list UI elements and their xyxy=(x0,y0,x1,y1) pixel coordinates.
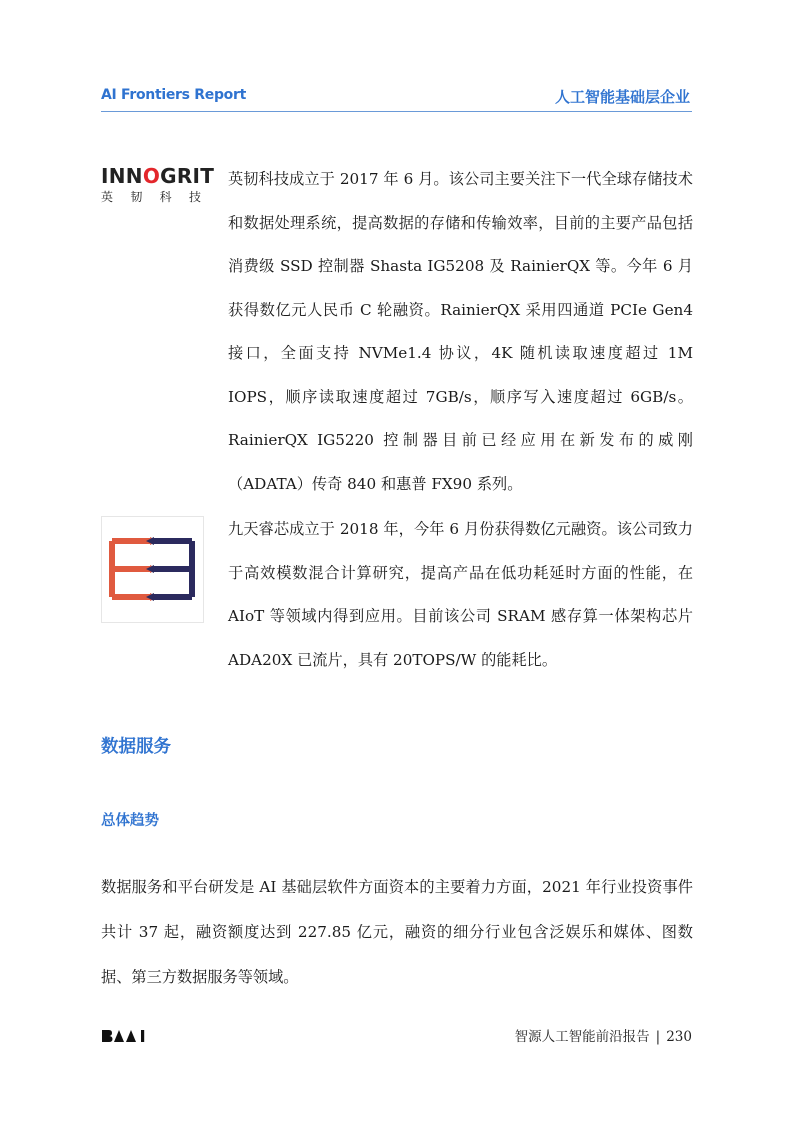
innogrit-logo-text: INNOGRIT xyxy=(101,164,215,188)
ninesun-paragraph: 九天睿芯成立于 2018 年，今年 6 月份获得数亿元融资。该公司致力于高效模数混合计算研究，提高产品在低功耗延时方面的性能，在 AIoT 等领域内得到应用。目前该公司 SRAM 感存算一体架构芯片 ADA20X 已流片，具有 20TOPS/W 的能耗比。 xyxy=(228,520,693,669)
report-title: AI Frontiers Report xyxy=(101,87,246,103)
footer-separator: | xyxy=(655,1029,661,1045)
page-number: 230 xyxy=(666,1029,692,1045)
ninesun-logo xyxy=(101,516,204,623)
footer-report-name: 智源人工智能前沿报告 xyxy=(514,1029,650,1045)
innogrit-paragraph: 英韧科技成立于 2017 年 6 月。该公司主要关注下一代全球存储技术和数据处理系统，提高数据的存储和传输效率，目前的主要产品包括消费级 SSD 控制器 Shasta IG5208 及 RainierQX 等。今年 6 月获得数亿元人民币 C 轮融资。RainierQX 采用四通道 PCIe Gen4 接口，全面支持 NVMe1.4 协议，4K 随机读取速度超过 1M IOPS，顺序读取速度超过 7GB/s，顺序写入速度超过 6GB/s。RainierQX IG5220 控制器目前已经应用在新发布的威刚（ADATA）传奇 840 和惠普 FX90 系列。 xyxy=(228,170,693,493)
section-title: 数据服务 xyxy=(101,737,171,757)
footer-text xyxy=(515,1025,692,1045)
baai-logo xyxy=(101,1028,151,1044)
section-subtitle: 总体趋势 xyxy=(101,813,159,829)
section-paragraph: 数据服务和平台研发是 AI 基础层软件方面资本的主要着力方面，2021 年行业投资事件共计 37 起，融资额度达到 227.85 亿元，融资的细分行业包含泛娱乐和媒体、图数据、第三方数据服务等领域。 xyxy=(101,878,693,986)
chapter-title: 人工智能基础层企业 xyxy=(554,88,690,106)
ninesun-logo-icon xyxy=(102,517,203,622)
innogrit-logo xyxy=(101,164,215,209)
innogrit-logo-subtitle: 英 韧 科 技 xyxy=(101,190,201,204)
header-divider xyxy=(101,111,692,112)
